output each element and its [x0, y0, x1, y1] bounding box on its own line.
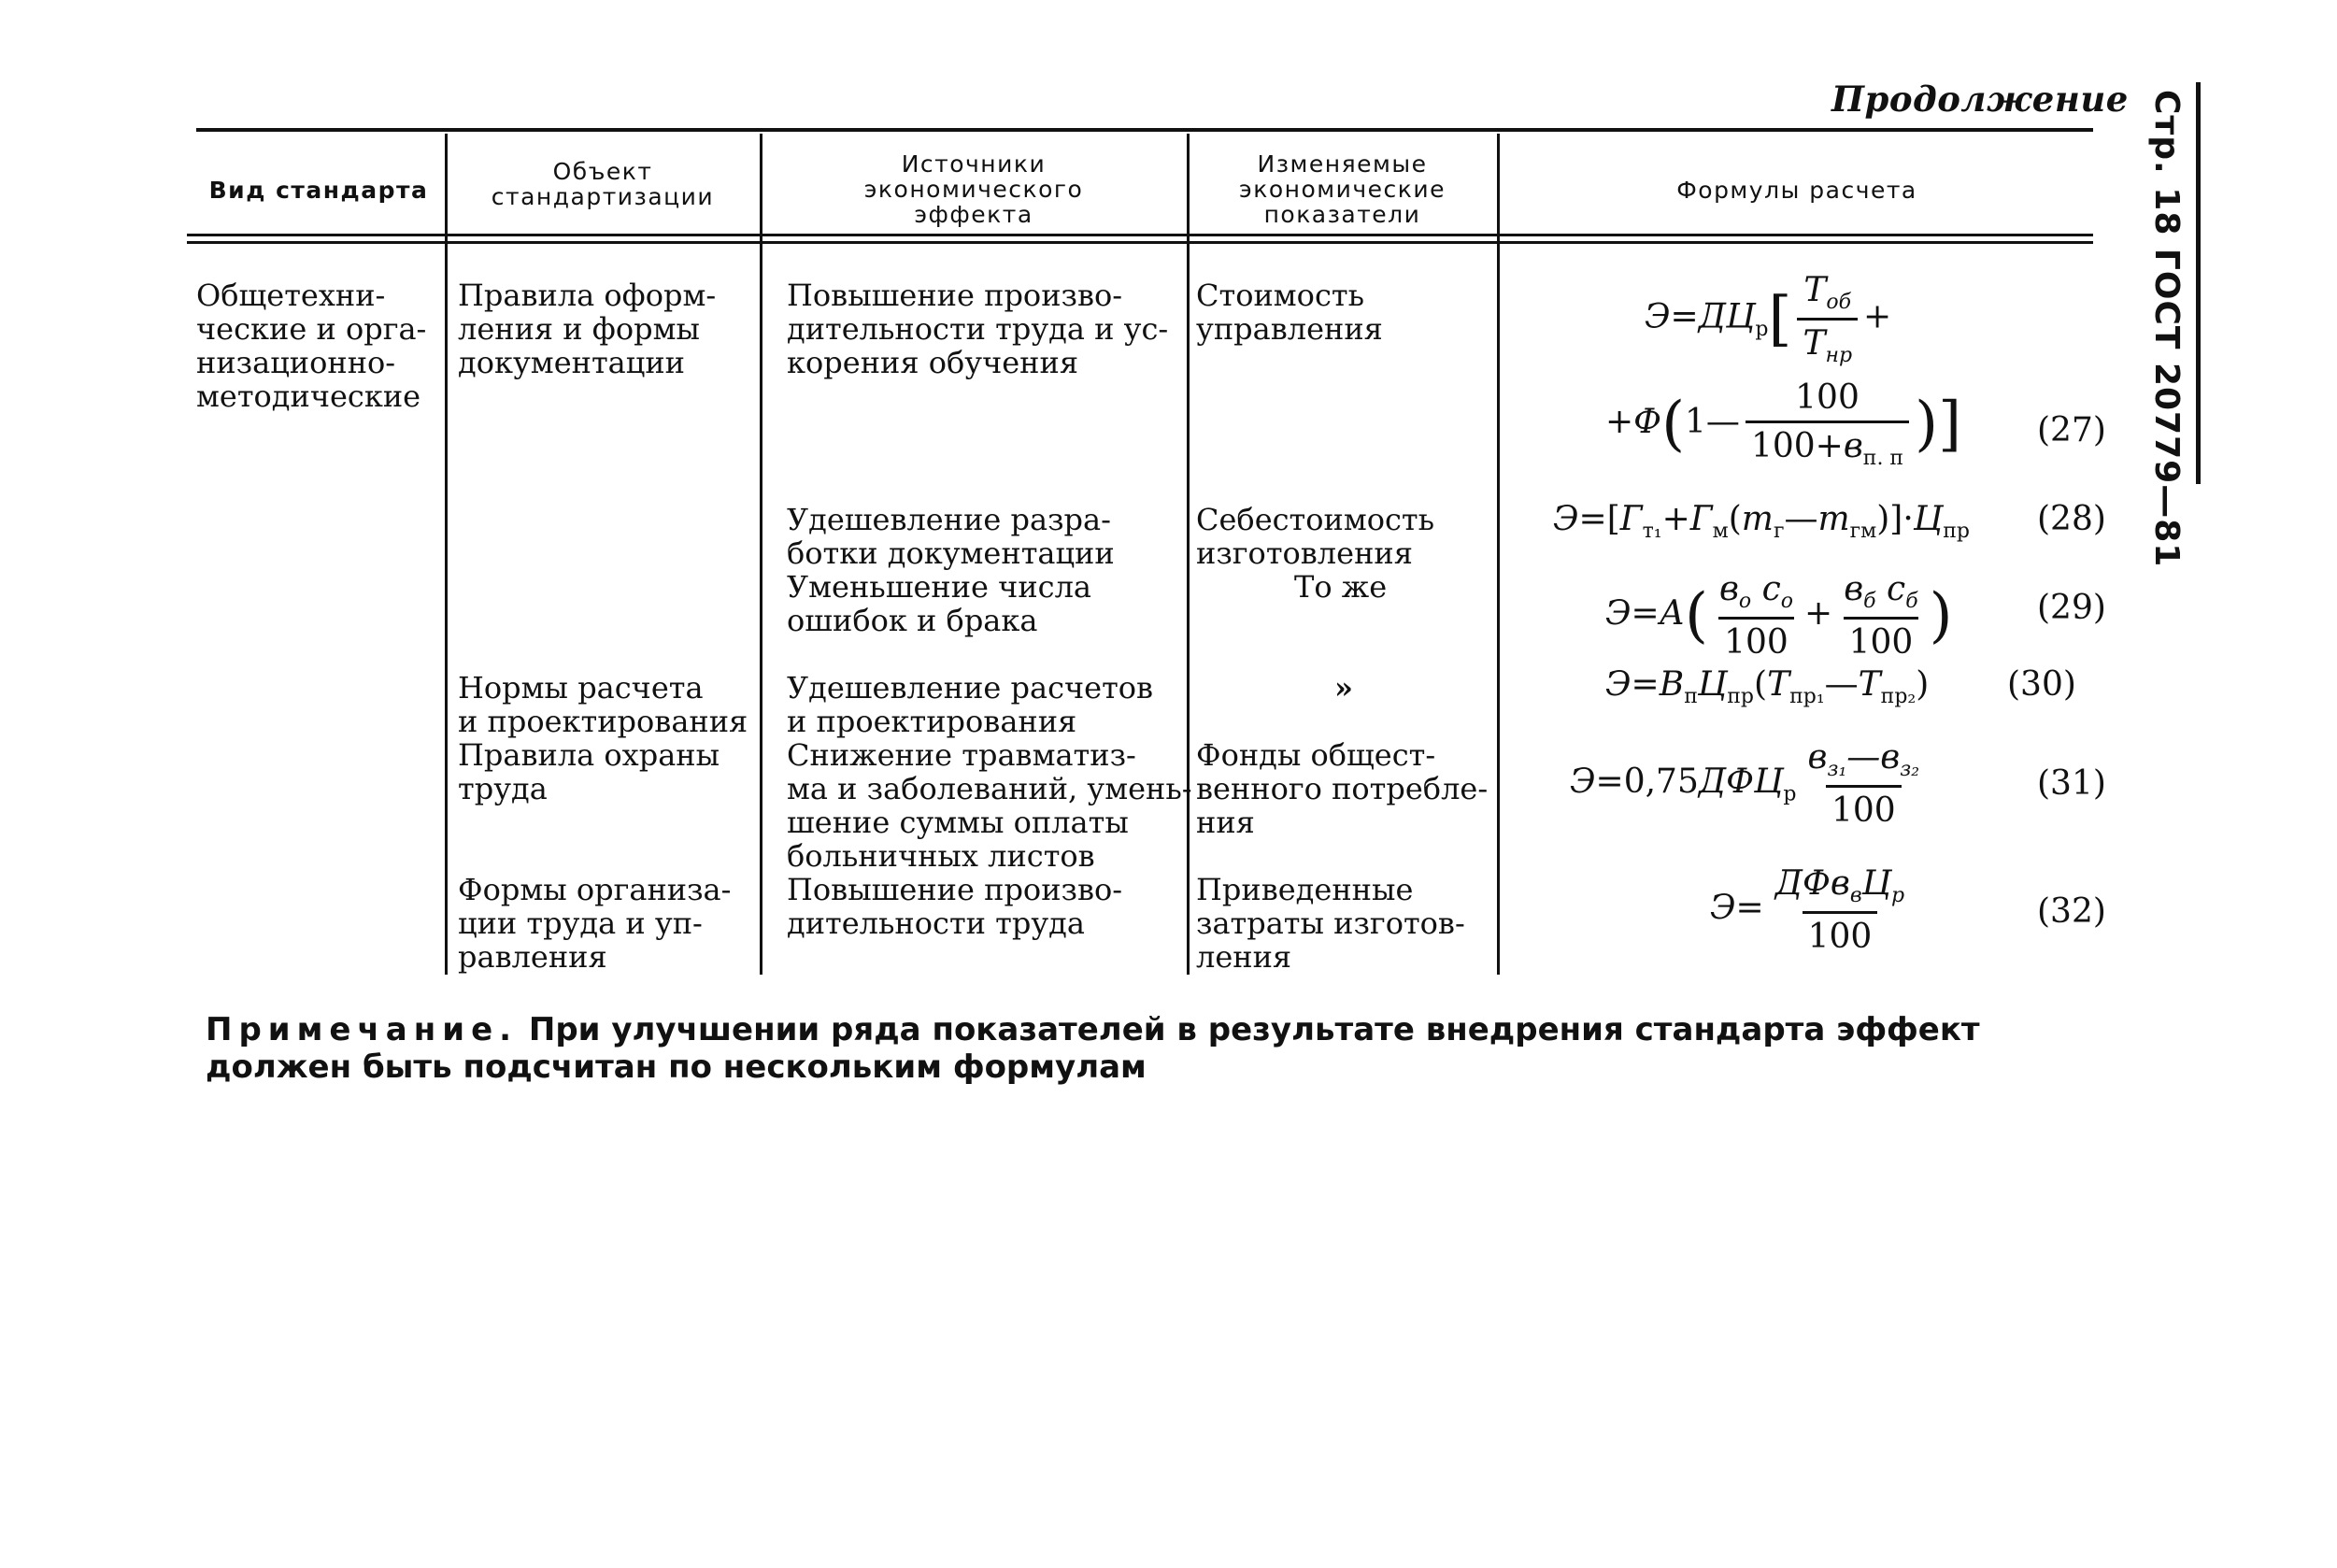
indicator-cell-5: Фонды общест- венного потребле- ния	[1196, 737, 1489, 840]
indicator-cell-3: То же	[1294, 569, 1388, 605]
formula-32: Э= $\frac{ДФв_вЦ_р}{100}$	[1710, 864, 1905, 957]
object-cell-1: Правила оформ- ления и формы документации	[458, 278, 717, 380]
header-standard-type: Вид стандарта	[208, 177, 429, 204]
page-header-text	[2147, 90, 2186, 567]
note-label: Примечание.	[206, 1011, 519, 1048]
source-cell-1: Повышение произво- дительности труда и ус- корения обучения	[787, 278, 1169, 380]
object-cell-4: Нормы расчета и проектирования	[458, 670, 748, 739]
formula-28: $Э=[Г_{т_1}+Г_м(т_г—т_{гм})]\cdot Ц_{пр}$	[1553, 500, 1970, 544]
source-cell-2: Удешевление разра- ботки документации	[787, 502, 1115, 571]
note-text: При улучшении ряда показателей в результате внедрения стандарта эффект должен быть подсчитан по нескольким формулам	[206, 1011, 1980, 1086]
page-number: Стр. 18	[2147, 90, 2186, 249]
table-top-rule	[196, 128, 2093, 132]
formula-31: $Э=0,75ДФЦ_р$ $\frac{в_{з_1}—в_{з_2}}{100}$	[1570, 738, 1920, 831]
indicator-cell-1: Стоимость управления	[1196, 278, 1383, 347]
formula-number-29: (29)	[2037, 589, 2106, 627]
table-header-rule	[187, 234, 2093, 236]
header-sources: Источники экономического эффекта	[863, 150, 1084, 228]
formula-29: Э=А( $\frac{в_о c_о}{100}$ + $\frac{в_б c_б}{100}$ )	[1605, 570, 1953, 663]
source-cell-4: Удешевление расчетов и проектирования	[787, 670, 1154, 739]
formula-27-line-1: $Э=ДЦ_р$[ $\frac{T_{об}}{T_{нр}}$ +	[1645, 271, 1892, 368]
formula-number-27: (27)	[2037, 411, 2106, 449]
indicator-cell-4: »	[1334, 670, 1353, 706]
header-indicators: Изменяемые экономические показатели	[1239, 150, 1446, 228]
object-cell-5: Правила охраны труда	[458, 737, 720, 806]
continuation-label: Продолжение	[1831, 78, 2129, 120]
formula-27-line-2: +Ф(1— $\frac{100}{100+в_{п. п}}$ )]	[1605, 378, 1962, 471]
source-cell-5: Снижение травматиз- ма и заболеваний, умень- шение суммы оплаты больничных листов	[787, 737, 1192, 874]
indicator-cell-2: Себестоимость изготовления	[1196, 502, 1435, 571]
col-divider-1	[445, 134, 448, 975]
header-formulas: Формулы расчета	[1676, 177, 1917, 204]
source-cell-6: Повышение произво- дительности труда	[787, 872, 1123, 941]
col-divider-2	[760, 134, 762, 975]
indicator-cell-6: Приведенные затраты изготов- ления	[1196, 872, 1465, 975]
standard-id: ГОСТ 20779—81	[2147, 248, 2186, 568]
table-note	[206, 1011, 2102, 1086]
col-divider-4	[1497, 134, 1500, 975]
standard-type-cell: Общетехни- ческие и орга- низационно- методические	[196, 278, 427, 414]
table-header-rule-2	[187, 241, 2093, 244]
source-cell-3: Уменьшение числа ошибок и брака	[787, 569, 1091, 638]
formula-number-31: (31)	[2037, 764, 2106, 803]
formula-number-28: (28)	[2037, 500, 2106, 538]
formula-number-30: (30)	[2007, 665, 2076, 704]
formula-number-32: (32)	[2037, 892, 2106, 931]
object-cell-6: Формы организа- ции труда и уп- равления	[458, 872, 732, 975]
page-header-vertical	[2142, 82, 2201, 568]
formula-30: $Э=В_пЦ_{пр}(Т_{пр_1}—Т_{пр_2})$	[1605, 665, 1930, 709]
header-object: Объект стандартизации	[491, 158, 715, 210]
